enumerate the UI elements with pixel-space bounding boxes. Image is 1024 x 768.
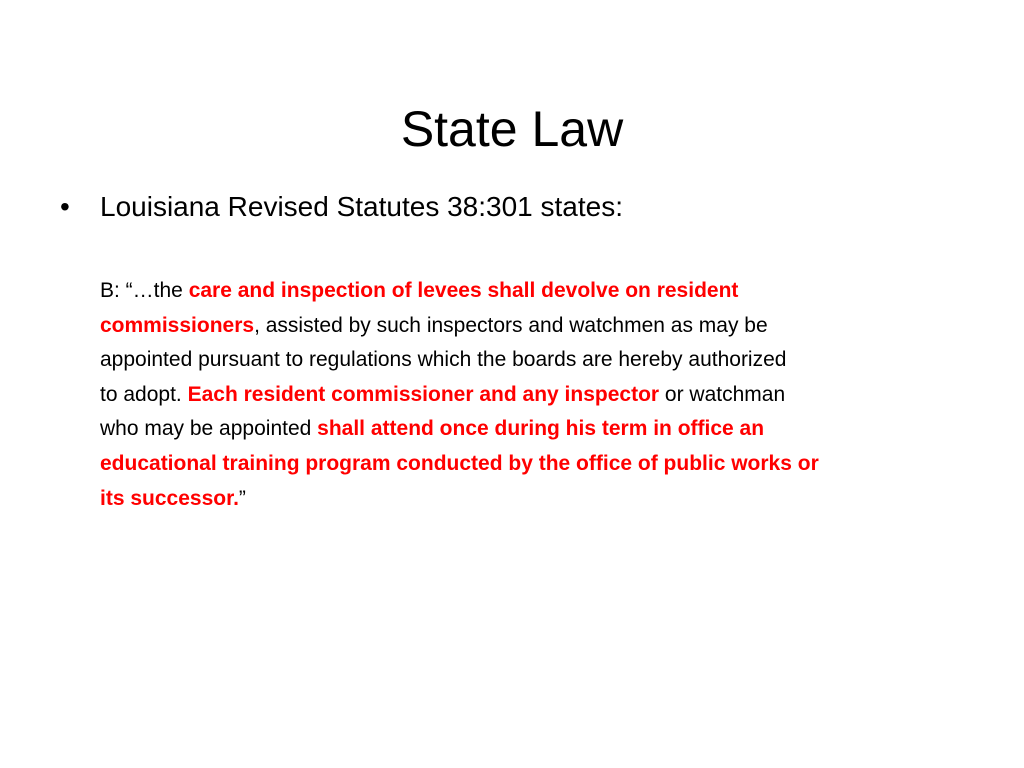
quote-segment-highlight: educational training program conducted by the office of public works or: [100, 451, 819, 475]
quote-segment: ”: [238, 486, 246, 510]
quote-segment-highlight: shall attend once during his term in office an: [317, 417, 765, 441]
quote-line: [100, 343, 980, 378]
slide-title: State Law: [400, 100, 624, 157]
quote-segment-highlight: care and inspection of levees shall devolve on resident: [188, 279, 739, 302]
quote-segment-highlight: commissioners: [100, 313, 255, 337]
statute-quote: [100, 274, 980, 516]
quote-line: [100, 309, 980, 344]
quote-line: [100, 274, 980, 309]
quote-segment: to adopt.: [100, 382, 188, 406]
bullet-icon: •: [60, 191, 70, 222]
quote-line: [100, 482, 980, 517]
quote-segment: B: “…the: [100, 279, 189, 302]
bullet-text: Louisiana Revised Statutes 38:301 states:: [100, 191, 624, 222]
quote-segment: appointed pursuant to regulations which the boards are hereby authorized: [100, 348, 787, 372]
quote-segment: or watchman: [659, 382, 786, 406]
quote-segment-highlight: its successor.: [100, 486, 239, 510]
quote-segment: , assisted by such inspectors and watchmen as may be: [254, 313, 768, 337]
quote-segment: who may be appointed: [100, 417, 318, 441]
quote-line: [100, 412, 980, 447]
quote-line: [100, 447, 980, 482]
quote-line: [100, 378, 980, 413]
quote-segment-highlight: Each resident commissioner and any inspector: [187, 382, 660, 406]
